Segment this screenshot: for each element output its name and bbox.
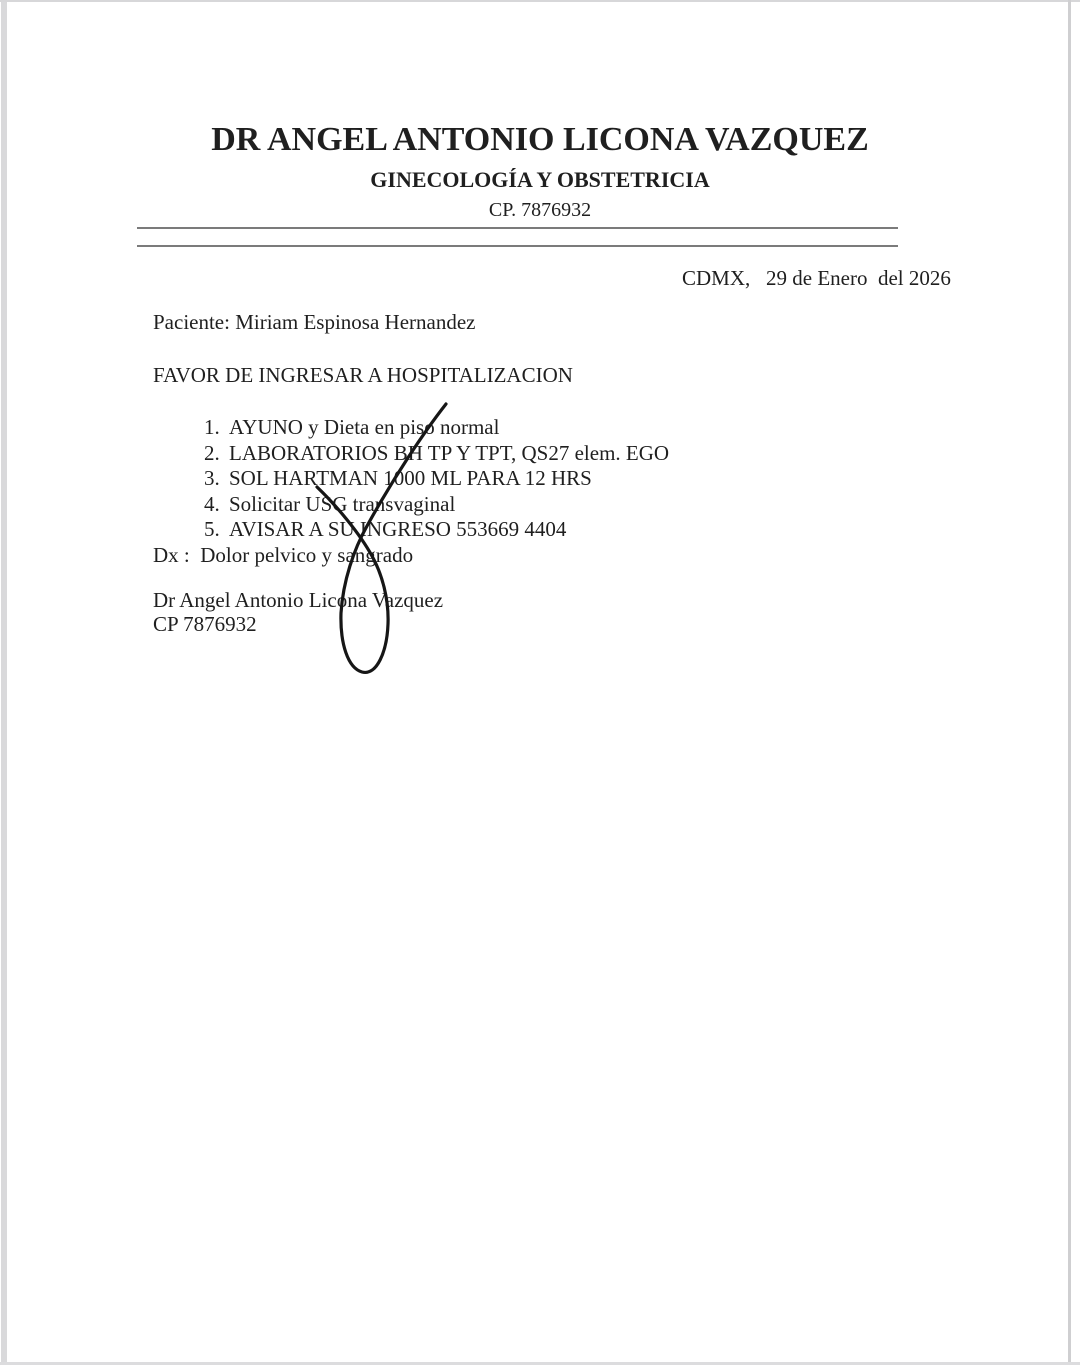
order-text: LABORATORIOS BH TP Y TPT, QS27 elem. EGO xyxy=(229,441,670,465)
date-line: CDMX, 29 de Enero del 2026 xyxy=(682,266,951,290)
order-text: AYUNO y Dieta en piso normal xyxy=(229,415,500,439)
order-number: 3. xyxy=(204,466,220,490)
admission-instruction-title: FAVOR DE INGRESAR A HOSPITALIZACION xyxy=(153,363,573,387)
signature-doctor-name: Dr Angel Antonio Licona Vazquez xyxy=(153,588,444,612)
patient-name-line: Paciente: Miriam Espinosa Hernandez xyxy=(153,310,476,334)
specialty-heading: GINECOLOGÍA Y OBSTETRICIA xyxy=(370,167,710,192)
order-number: 2. xyxy=(204,441,220,465)
order-text: AVISAR A SU INGRESO 553669 4404 xyxy=(229,517,567,541)
order-number: 1. xyxy=(204,415,220,439)
signature-license-number: CP 7876932 xyxy=(153,612,257,636)
license-number-header: CP. 7876932 xyxy=(488,199,592,221)
doctor-name-heading: DR ANGEL ANTONIO LICONA VAZQUEZ xyxy=(211,121,869,158)
order-text: Solicitar USG transvaginal xyxy=(229,492,456,516)
order-text: SOL HARTMAN 1000 ML PARA 12 HRS xyxy=(229,466,592,490)
scan-edge-top xyxy=(0,0,1080,2)
letterhead-rule-bottom xyxy=(137,245,898,247)
order-number: 4. xyxy=(204,492,220,516)
letterhead-rule-top xyxy=(137,227,898,229)
order-number: 5. xyxy=(204,517,220,541)
diagnosis-line: Dx : Dolor pelvico y sangrado xyxy=(153,543,414,567)
